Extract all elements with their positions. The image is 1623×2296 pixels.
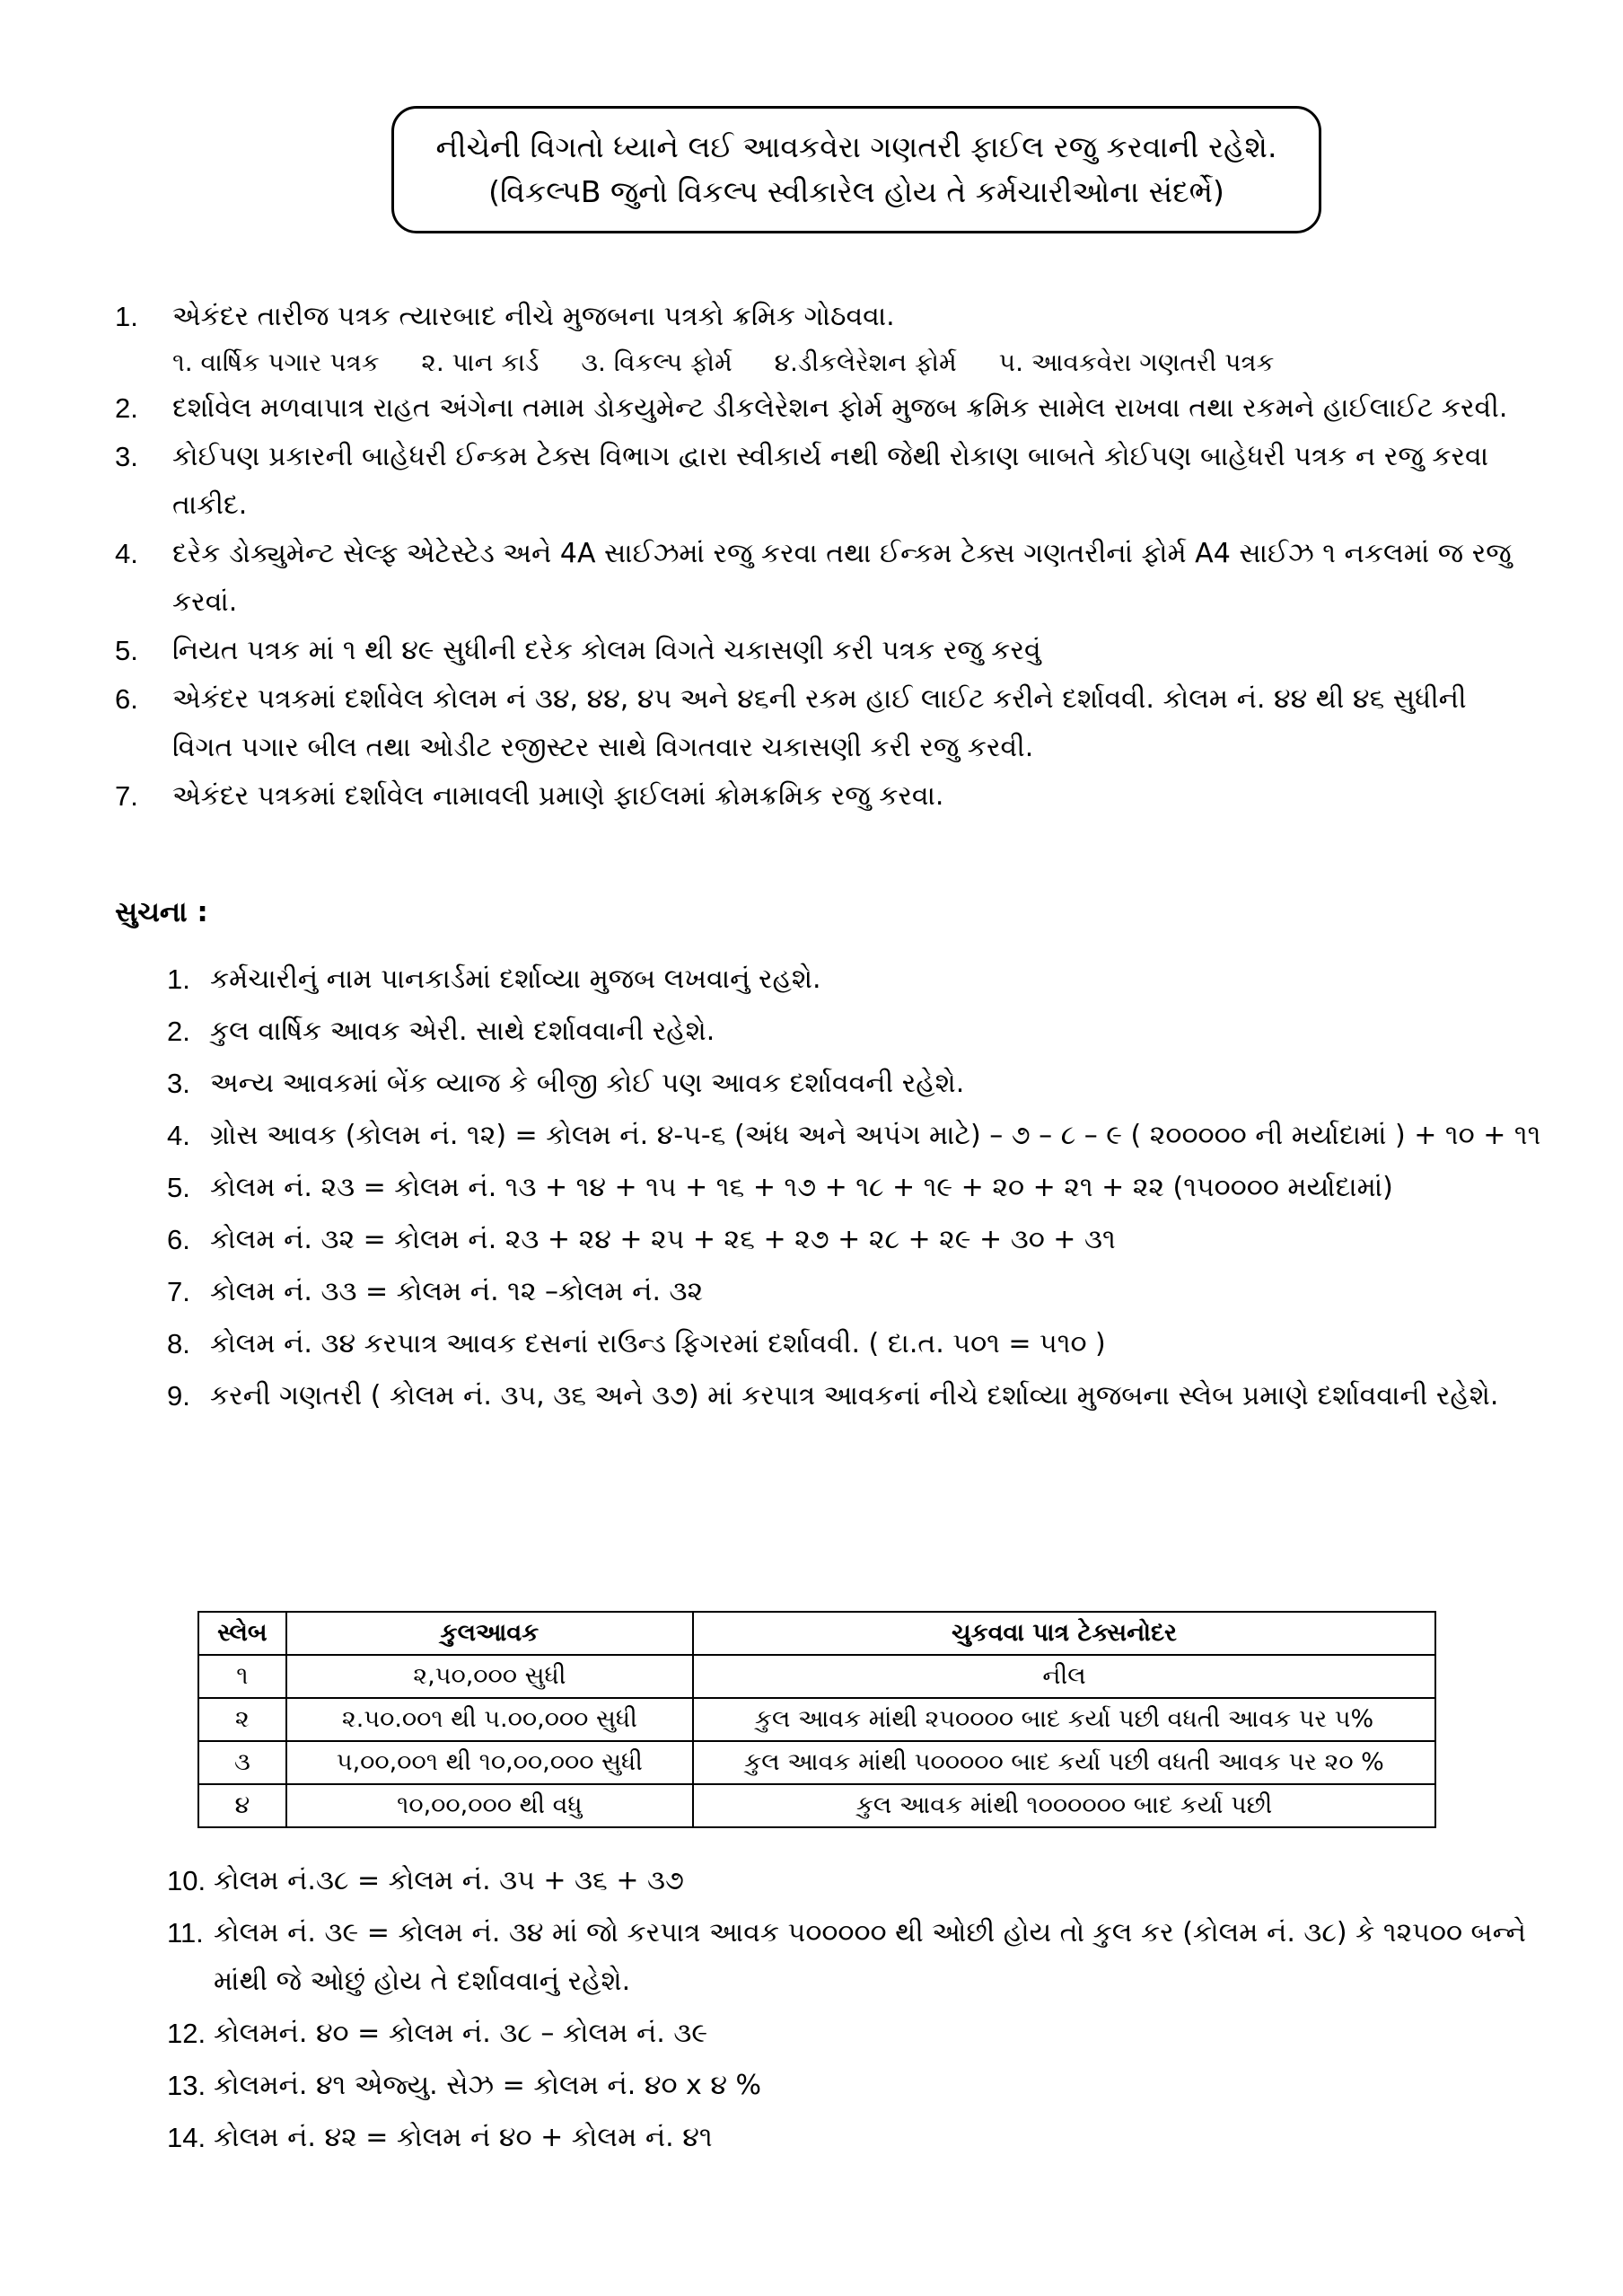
list-item xyxy=(167,2062,1567,2110)
header-cell: ચુકવવા પાત્ર ટેક્સનોદર xyxy=(693,1612,1435,1655)
item-text: કોલમ નં. ૩૯ = કોલમ નં. ૩૪ માં જો કરપાત્ર આવક ૫૦૦૦૦૦ થી ઓછી હોય તો કુલ કર (કોલમ નં. ૩૮) કે ૧૨૫૦૦ બન્ને માંથી જે ઓછું હોય તે દર્શાવવાનું રહેશે. xyxy=(214,1917,1527,1997)
item-text: ગ્રોસ આવક (કોલમ નં. ૧૨) = કોલમ નં. ૪-૫-૬ (અંધ અને અપંગ માટે) – ૭ – ૮ – ૯ ( ૨૦૦૦૦૦ ની મર્યાદામાં ) + ૧૦ + ૧૧ xyxy=(210,1120,1541,1151)
title-line-1: નીચેની વિગતો ધ્યાને લઈ આવકવેરા ગણતરી ફાઈલ રજુ કરવાની રહેશે. xyxy=(435,129,1277,164)
table-cell: ૪ xyxy=(198,1784,286,1827)
table-header-row xyxy=(198,1612,1435,1655)
sub-items xyxy=(115,341,1533,384)
item-number: 4. xyxy=(167,1120,190,1151)
item-number: 2. xyxy=(115,392,138,424)
item-number: 1. xyxy=(115,301,138,332)
list-item xyxy=(115,384,1533,433)
table-cell: કુલ આવક માંથી ૫૦૦૦૦૦ બાદ કર્યા પછી વધતી આવક પર ૨૦ % xyxy=(693,1741,1435,1784)
sub-item: ૨. પાન કાર્ડ xyxy=(421,347,540,377)
table-cell: ૨ xyxy=(198,1698,286,1741)
item-text: કર્મચારીનું નામ પાનકાર્ડમાં દર્શાવ્યા મુજબ લખવાનું રહશે. xyxy=(210,963,821,995)
item-number: 11. xyxy=(167,1917,204,1949)
table-row xyxy=(198,1741,1435,1784)
item-text: એકંદર પત્રકમાં દર્શાવેલ કોલમ નં ૩૪, ૪૪, ૪૫ અને ૪૬ની રકમ હાઈ લાઈટ કરીને દર્શાવવી. કોલમ નં. ૪૪ થી ૪૬ સુધીની વિગત પગાર બીલ તથા ઓડીટ રજીસ્ટર સાથે વિગતવાર ચકાસણી કરી રજુ કરવી. xyxy=(172,683,1467,763)
table-row xyxy=(198,1698,1435,1741)
item-number: 12. xyxy=(167,2018,206,2049)
sub-item: ૧. વાર્ષિક પગાર પત્રક xyxy=(172,347,380,377)
table-cell: કુલ આવક માંથી ૨૫૦૦૦૦ બાદ કર્યા પછી વધતી આવક પર ૫% xyxy=(693,1698,1435,1741)
table-row xyxy=(198,1784,1435,1827)
item-text: દર્શાવેલ મળવાપાત્ર રાહત અંગેના તમામ ડોકયુમેન્ટ ડીકલેરેશન ફોર્મ મુજબ ક્રમિક સામેલ રાખવા તથા રકમને હાઈલાઈટ કરવી. xyxy=(172,392,1508,424)
tax-slab-table xyxy=(197,1611,1436,1828)
table-cell: ૧૦,૦૦,૦૦૦ થી વધુ xyxy=(286,1784,693,1827)
list-item xyxy=(167,2010,1567,2058)
list-item xyxy=(115,772,1533,821)
item-number: 6. xyxy=(167,1224,190,1255)
item-text: કોલમ નં. ૩૩ = કોલમ નં. ૧૨ –કોલમ નં. ૩૨ xyxy=(210,1276,704,1307)
instructions-list xyxy=(115,293,1533,821)
item-number: 13. xyxy=(167,2070,206,2101)
item-text: કરની ગણતરી ( કોલમ નં. ૩૫, ૩૬ અને ૩૭) માં કરપાત્ર આવકનાં નીચે દર્શાવ્યા મુજબના સ્લેબ પ્રમાણે દર્શાવવાની રહેશે. xyxy=(210,1380,1499,1412)
list-item xyxy=(167,1007,1567,1056)
item-number: 3. xyxy=(115,441,138,472)
notes-list-continued xyxy=(167,1857,1567,2166)
list-item xyxy=(167,1320,1567,1368)
item-text: નિયત પત્રક માં ૧ થી ૪૯ સુધીની દરેક કોલમ વિગતે ચકાસણી કરી પત્રક રજુ કરવું xyxy=(172,635,1041,666)
list-item xyxy=(167,1268,1567,1316)
item-text: દરેક ડોક્યુમેન્ટ સેલ્ફ એટેસ્ટેડ અને 4A સાઈઝમાં રજુ કરવા તથા ઈન્કમ ટેક્સ ગણતરીનાં ફોર્મ A4 સાઈઝ ૧ નકલમાં જ રજુ કરવાં. xyxy=(172,538,1512,618)
list-item xyxy=(167,1060,1567,1108)
list-item xyxy=(115,293,1533,341)
item-number: 9. xyxy=(167,1380,190,1412)
item-number: 14. xyxy=(167,2122,206,2153)
item-number: 8. xyxy=(167,1328,190,1359)
table-cell: ૫,૦૦,૦૦૧ થી ૧૦,૦૦,૦૦૦ સુધી xyxy=(286,1741,693,1784)
item-number: 4. xyxy=(115,538,138,569)
item-number: 7. xyxy=(115,780,138,812)
item-number: 3. xyxy=(167,1068,190,1099)
sub-item: ૫. આવકવેરા ગણતરી પત્રક xyxy=(998,347,1275,377)
notes-heading: સુચના : xyxy=(115,896,208,928)
title-line-2: (વિકલ્પB જુનો વિકલ્પ સ્વીકારેલ હોય તે કર્મચારીઓના સંદર્ભે) xyxy=(488,174,1224,209)
table-cell: નીલ xyxy=(693,1655,1435,1698)
list-item xyxy=(115,433,1533,530)
header-cell: સ્લેબ xyxy=(198,1612,286,1655)
item-text: કોલમનં. ૪૦ = કોલમ નં. ૩૮ – કોલમ નં. ૩૯ xyxy=(214,2018,708,2049)
list-item xyxy=(167,955,1567,1004)
item-number: 7. xyxy=(167,1276,190,1307)
list-item xyxy=(167,1909,1567,2006)
table-cell: ૩ xyxy=(198,1741,286,1784)
item-number: 5. xyxy=(115,635,138,666)
list-item xyxy=(167,1857,1567,1905)
table-cell: ૧ xyxy=(198,1655,286,1698)
notes-list xyxy=(167,955,1567,1424)
list-item xyxy=(167,1216,1567,1264)
item-text: કુલ વાર્ષિક આવક એરી. સાથે દર્શાવવાની રહેશે. xyxy=(210,1016,715,1047)
item-text: કોલમ નં. ૪૨ = કોલમ નં ૪૦ + કોલમ નં. ૪૧ xyxy=(214,2122,713,2153)
item-number: 6. xyxy=(115,683,138,715)
item-number: 1. xyxy=(167,963,190,995)
item-text: એકંદર તારીજ પત્રક ત્યારબાદ નીચે મુજબના પત્રકો ક્રમિક ગોઠવવા. xyxy=(172,301,895,332)
list-item xyxy=(115,627,1533,675)
item-text: અન્ય આવકમાં બેંક વ્યાજ કે બીજી કોઈ પણ આવક દર્શાવવની રહેશે. xyxy=(210,1068,965,1099)
list-item xyxy=(167,1112,1567,1160)
header-cell: કુલઆવક xyxy=(286,1612,693,1655)
item-text: કોલમ નં. ૩૪ કરપાત્ર આવક દસનાં રાઉન્ડ ફિગરમાં દર્શાવવી. ( દા.ત. ૫૦૧ = ૫૧૦ ) xyxy=(210,1328,1106,1359)
sub-item: ૩. વિકલ્પ ફોર્મ xyxy=(581,347,733,377)
item-text: કોલમ નં.૩૮ = કોલમ નં. ૩૫ + ૩૬ + ૩૭ xyxy=(214,1865,684,1896)
table-cell: ૨,૫૦,૦૦૦ સુધી xyxy=(286,1655,693,1698)
item-text: કોઈપણ પ્રકારની બાહેધરી ઈન્કમ ટેક્સ વિભાગ દ્વારા સ્વીકાર્ય નથી જેથી રોકાણ બાબતે કોઈપણ બાહેધરી પત્રક ન રજુ કરવા તાકીદ. xyxy=(172,441,1489,521)
table-row xyxy=(198,1655,1435,1698)
item-text: કોલમનં. ૪૧ એજ્યુ. સેઝ = કોલમ નં. ૪૦ x ૪ % xyxy=(214,2070,761,2101)
list-item xyxy=(115,530,1533,627)
sub-item: ૪.ડીકલેરેશન ફોર્મ xyxy=(774,347,957,377)
item-number: 5. xyxy=(167,1172,190,1203)
item-text: એકંદર પત્રકમાં દર્શાવેલ નામાવલી પ્રમાણે ફાઈલમાં ક્રોમક્રમિક રજુ કરવા. xyxy=(172,780,944,812)
list-item xyxy=(167,1372,1567,1421)
item-text: કોલમ નં. ૩૨ = કોલમ નં. ૨૩ + ૨૪ + ૨૫ + ૨૬ + ૨૭ + ૨૮ + ૨૯ + ૩૦ + ૩૧ xyxy=(210,1224,1116,1255)
item-number: 2. xyxy=(167,1016,190,1047)
item-text: કોલમ નં. ૨૩ = કોલમ નં. ૧૩ + ૧૪ + ૧૫ + ૧૬ + ૧૭ + ૧૮ + ૧૯ + ૨૦ + ૨૧ + ૨૨ (૧૫૦૦૦૦ મર્યાદામાં) xyxy=(210,1172,1393,1203)
title-box xyxy=(391,106,1321,233)
table-cell: કુલ આવક માંથી ૧૦૦૦૦૦૦ બાદ કર્યા પછી xyxy=(693,1784,1435,1827)
table-cell: ૨.૫૦.૦૦૧ થી ૫.૦૦,૦૦૦ સુધી xyxy=(286,1698,693,1741)
list-item xyxy=(115,675,1533,772)
list-item xyxy=(167,2114,1567,2162)
item-number: 10. xyxy=(167,1865,206,1896)
list-item xyxy=(167,1164,1567,1212)
